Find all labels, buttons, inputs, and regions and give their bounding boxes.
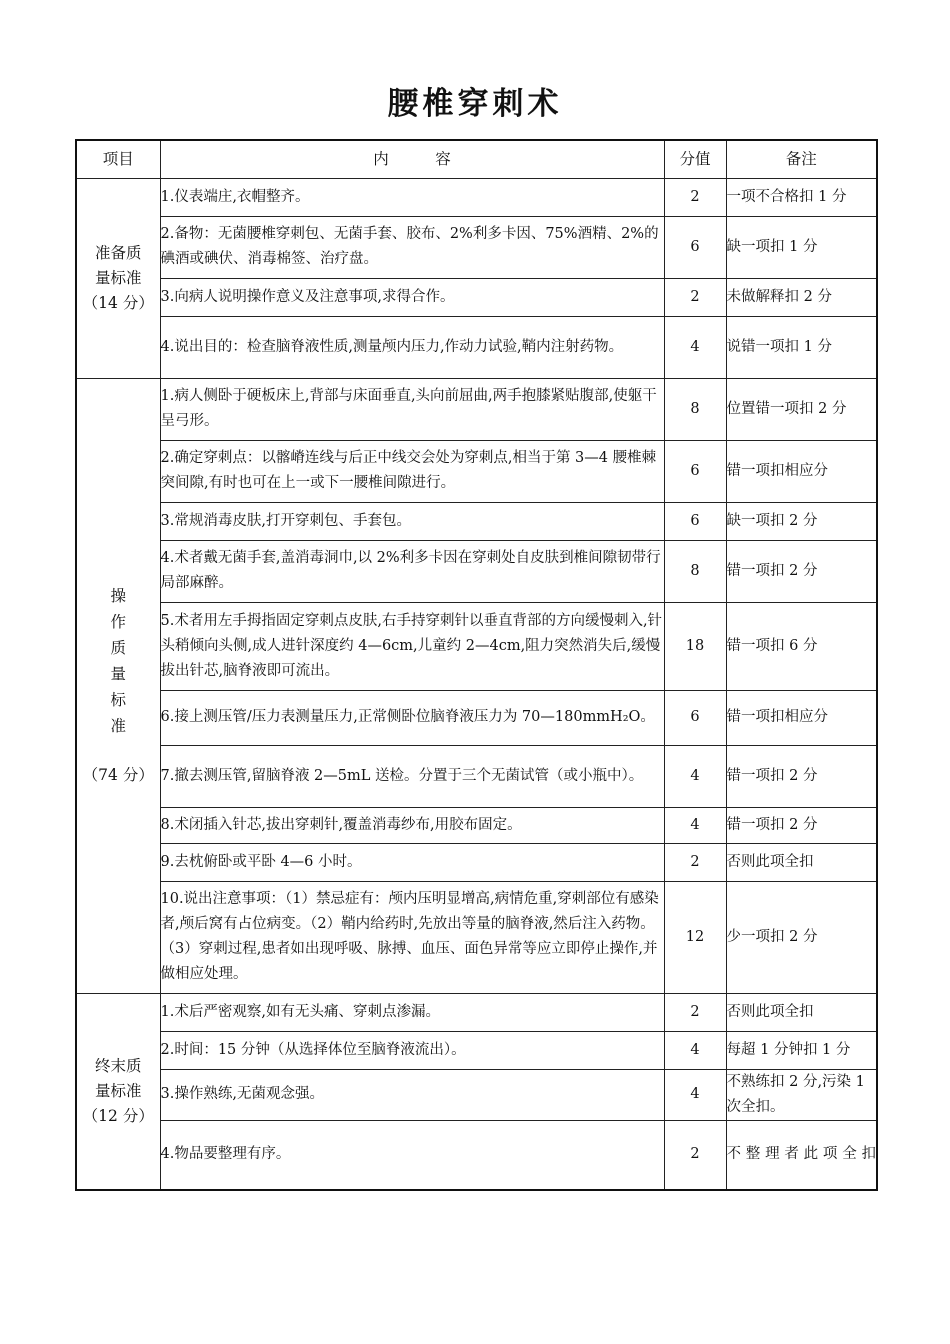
section-name: 终末质量标准 (94, 1056, 142, 1100)
row-note: 错一项扣 2 分 (726, 807, 877, 843)
row-note: 少一项扣 2 分 (726, 881, 877, 993)
section-score: （12 分） (82, 1106, 154, 1125)
row-score: 8 (664, 540, 726, 602)
table-row (76, 881, 877, 993)
row-score: 2 (664, 178, 726, 216)
row-note: 未做解释扣 2 分 (726, 278, 877, 316)
row-note: 每超 1 分钟扣 1 分 (726, 1031, 877, 1069)
row-content: 2.备物：无菌腰椎穿刺包、无菌手套、胶布、2%利多卡因、75%酒精、2%的碘酒或碘伏、消毒棉签、治疗盘。 (160, 216, 664, 278)
section-score: （74 分） (82, 766, 154, 784)
row-score: 8 (664, 378, 726, 440)
row-content: 3.向病人说明操作意义及注意事项,求得合作。 (160, 278, 664, 316)
table-row (76, 1069, 877, 1120)
table-row (76, 178, 877, 216)
row-note: 错一项扣相应分 (726, 440, 877, 502)
row-note: 缺一项扣 2 分 (726, 502, 877, 540)
header-item: 项目 (76, 140, 160, 178)
row-score: 4 (664, 316, 726, 378)
row-score: 2 (664, 993, 726, 1031)
section-name-char: 质 (110, 639, 126, 657)
table-row (76, 745, 877, 807)
row-content: 1.仪表端庄,衣帽整齐。 (160, 178, 664, 216)
table-row (76, 1031, 877, 1069)
section-name-char: 作 (110, 613, 126, 631)
row-note: 位置错一项扣 2 分 (726, 378, 877, 440)
table-row (76, 216, 877, 278)
section-name-vertical (77, 583, 160, 739)
section-name-char: 操 (110, 587, 126, 605)
table-row (76, 993, 877, 1031)
row-score: 12 (664, 881, 726, 993)
row-content: 1.术后严密观察,如有无头痛、穿刺点渗漏。 (160, 993, 664, 1031)
section-name-char: 准 (110, 717, 126, 735)
row-note: 错一项扣 2 分 (726, 745, 877, 807)
row-score: 6 (664, 690, 726, 745)
row-score: 6 (664, 502, 726, 540)
row-score: 2 (664, 278, 726, 316)
header-score: 分值 (664, 140, 726, 178)
table-row (76, 602, 877, 690)
row-score: 2 (664, 1120, 726, 1190)
table-row (76, 1120, 877, 1190)
row-content: 9.去枕俯卧或平卧 4—6 小时。 (160, 843, 664, 881)
row-score: 4 (664, 807, 726, 843)
section-operation (76, 378, 160, 993)
section-score: （14 分） (82, 293, 154, 312)
row-score: 6 (664, 216, 726, 278)
row-score: 6 (664, 440, 726, 502)
row-content: 3.常规消毒皮肤,打开穿刺包、手套包。 (160, 502, 664, 540)
row-score: 4 (664, 1069, 726, 1120)
section-name-char: 标 (110, 691, 126, 709)
row-content: 4.术者戴无菌手套,盖消毒洞巾,以 2%利多卡因在穿刺处自皮肤到椎间隙韧带行局部麻醉。 (160, 540, 664, 602)
section-name-char: 量 (110, 665, 126, 683)
row-content: 6.接上测压管/压力表测量压力,正常侧卧位脑脊液压力为 70—180mmH₂O。 (160, 690, 664, 745)
table-row (76, 278, 877, 316)
section-score-wrap (77, 763, 160, 788)
header-content: 内 容 (160, 140, 664, 178)
scoring-table (75, 139, 878, 1191)
row-content: 2.确定穿刺点：以髂嵴连线与后正中线交会处为穿刺点,相当于第 3—4 腰椎棘突间隙,有时也可在上一或下一腰椎间隙进行。 (160, 440, 664, 502)
row-content: 7.撤去测压管,留脑脊液 2—5mL 送检。分置于三个无菌试管（或小瓶中）。 (160, 745, 664, 807)
row-content: 3.操作熟练,无菌观念强。 (160, 1069, 664, 1120)
row-content: 4.物品要整理有序。 (160, 1120, 664, 1190)
row-note: 否则此项全扣 (726, 843, 877, 881)
table-row (76, 502, 877, 540)
table-row (76, 540, 877, 602)
table-row (76, 378, 877, 440)
row-content: 1.病人侧卧于硬板床上,背部与床面垂直,头向前屈曲,两手抱膝紧贴腹部,使躯干呈弓形。 (160, 378, 664, 440)
row-note: 不熟练扣 2 分,污染 1 次全扣。 (726, 1069, 877, 1120)
table-row (76, 316, 877, 378)
row-score: 18 (664, 602, 726, 690)
row-note: 一项不合格扣 1 分 (726, 178, 877, 216)
section-final (76, 993, 160, 1190)
row-content: 2.时间：15 分钟（从选择体位至脑脊液流出）。 (160, 1031, 664, 1069)
table-row (76, 440, 877, 502)
row-note: 不整理者此项全扣 (726, 1120, 877, 1190)
row-note: 否则此项全扣 (726, 993, 877, 1031)
row-score: 4 (664, 745, 726, 807)
row-note: 说错一项扣 1 分 (726, 316, 877, 378)
row-note: 错一项扣相应分 (726, 690, 877, 745)
section-name: 准备质量标准 (94, 243, 142, 287)
row-content: 4.说出目的：检查脑脊液性质,测量颅内压力,作动力试验,鞘内注射药物。 (160, 316, 664, 378)
section-preparation (76, 178, 160, 378)
header-note: 备注 (726, 140, 877, 178)
header-row (76, 140, 877, 178)
row-score: 2 (664, 843, 726, 881)
table-row (76, 807, 877, 843)
row-content: 10.说出注意事项：（1）禁忌症有：颅内压明显增高,病情危重,穿刺部位有感染者,颅后窝有占位病变。（2）鞘内给药时,先放出等量的脑脊液,然后注入药物。（3）穿刺过程,患者如出现呼吸、脉搏、血压、面色异常等应立即停止操作,并做相应处理。 (160, 881, 664, 993)
page-title: 腰椎穿刺术 (387, 86, 563, 122)
row-content: 8.术闭插入针芯,拔出穿刺针,覆盖消毒纱布,用胶布固定。 (160, 807, 664, 843)
row-score: 4 (664, 1031, 726, 1069)
table-row (76, 690, 877, 745)
row-note: 错一项扣 6 分 (726, 602, 877, 690)
table-row (76, 843, 877, 881)
row-note: 缺一项扣 1 分 (726, 216, 877, 278)
row-content: 5.术者用左手拇指固定穿刺点皮肤,右手持穿刺针以垂直背部的方向缓慢刺入,针头稍倾向头侧,成人进针深度约 4—6cm,儿童约 2—4cm,阻力突然消失后,缓慢拔出针芯,脑脊液即可流出。 (160, 602, 664, 690)
row-note: 错一项扣 2 分 (726, 540, 877, 602)
